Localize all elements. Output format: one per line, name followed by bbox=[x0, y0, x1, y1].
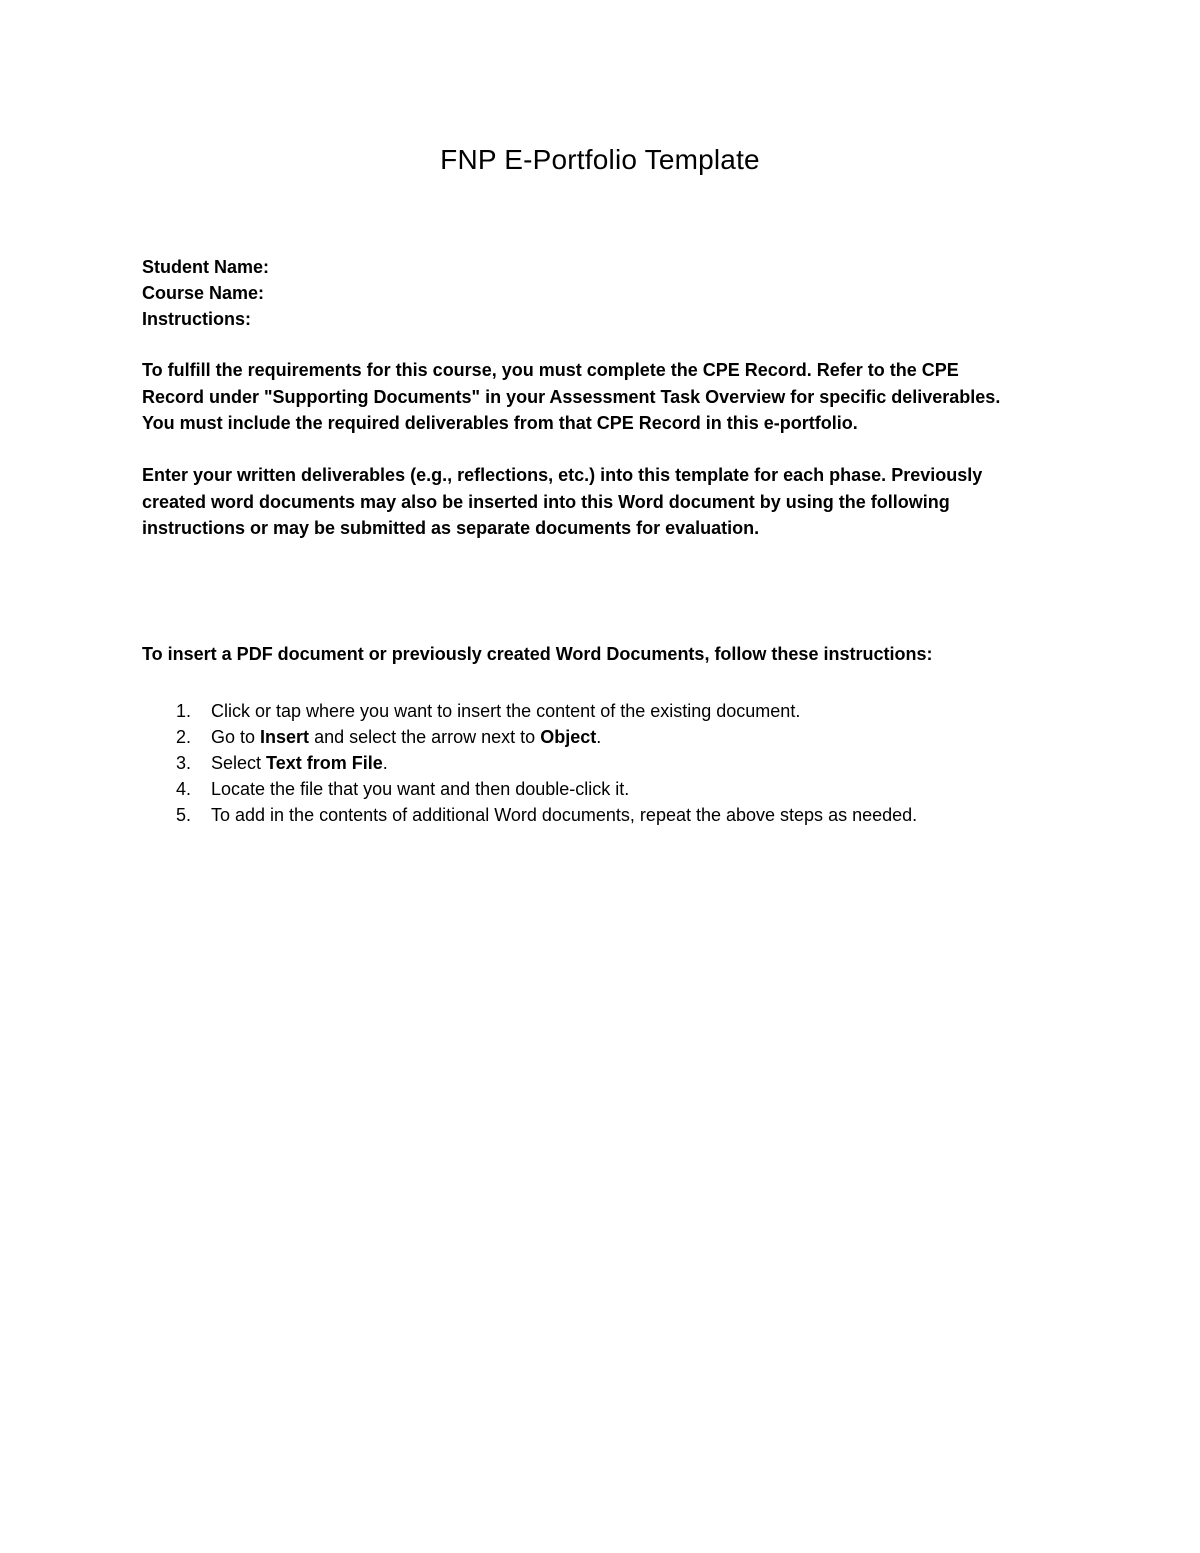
step-number: 3. bbox=[176, 753, 192, 773]
student-name-label: Student Name: bbox=[142, 257, 270, 277]
course-name-label: Course Name: bbox=[142, 283, 265, 303]
step-number: 4. bbox=[176, 779, 192, 799]
insert-instructions-heading: To insert a PDF document or previously created Word Documents, follow these instructions: bbox=[142, 644, 933, 664]
header-fields bbox=[142, 254, 269, 332]
step-text: To add in the contents of additional Word documents, repeat the above steps as needed. bbox=[211, 805, 918, 825]
step-text bbox=[211, 724, 601, 750]
deliverables-paragraph bbox=[142, 462, 1042, 542]
list-item bbox=[0, 750, 1200, 776]
instruction-steps-list bbox=[0, 698, 1200, 828]
deliverables-line-1: Enter your written deliverables (e.g., reflections, etc.) into this template for each phase. Previously bbox=[142, 465, 983, 485]
document-title: FNP E-Portfolio Template bbox=[440, 144, 760, 175]
step-number: 5. bbox=[176, 805, 192, 825]
requirements-paragraph bbox=[142, 357, 1042, 437]
deliverables-line-3: instructions or may be submitted as separate documents for evaluation. bbox=[142, 518, 760, 538]
step-text: Click or tap where you want to insert the content of the existing document. bbox=[211, 701, 801, 721]
requirements-line-2: Record under "Supporting Documents" in your Assessment Task Overview for specific deliverables. bbox=[142, 386, 1001, 407]
list-item bbox=[0, 698, 1200, 724]
deliverables-line-2: created word documents may also be inserted into this Word document by using the following bbox=[142, 491, 950, 512]
step-text-pre: Select bbox=[211, 753, 267, 773]
step-text-mid: and select the arrow next to bbox=[309, 727, 541, 747]
step-text-post: . bbox=[596, 727, 602, 747]
instructions-label: Instructions: bbox=[142, 309, 252, 329]
list-item bbox=[0, 724, 1200, 750]
step-number: 1. bbox=[176, 701, 192, 721]
step-text-post: . bbox=[382, 753, 388, 773]
requirements-line-1: To fulfill the requirements for this course, you must complete the CPE Record. Refer to the CPE bbox=[142, 360, 959, 380]
object-menu-name: Object bbox=[540, 727, 597, 747]
insert-menu-name: Insert bbox=[260, 727, 310, 747]
list-item bbox=[0, 802, 1200, 828]
list-item bbox=[0, 776, 1200, 802]
step-text: Locate the file that you want and then double-click it. bbox=[211, 779, 630, 799]
step-text-pre: Go to bbox=[211, 727, 261, 747]
requirements-line-3: You must include the required deliverables from that CPE Record in this e-portfolio. bbox=[142, 413, 858, 433]
step-number: 2. bbox=[176, 727, 192, 747]
step-text bbox=[211, 750, 388, 776]
text-from-file-option: Text from File bbox=[266, 753, 383, 773]
